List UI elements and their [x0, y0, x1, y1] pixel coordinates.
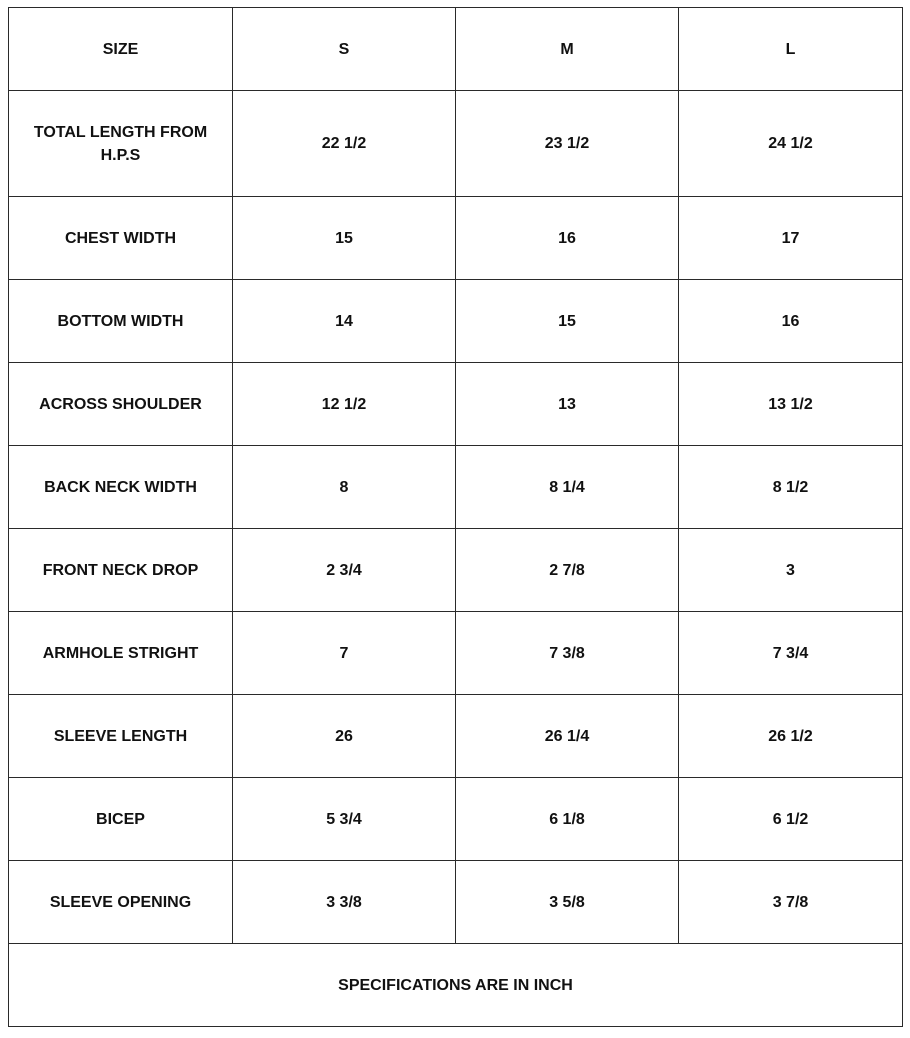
cell-value-m: 7 3/8: [456, 612, 679, 695]
header-size-label: SIZE: [9, 8, 233, 91]
header-row: [9, 8, 903, 91]
size-chart-table: [8, 7, 903, 1027]
cell-value-s: 15: [233, 197, 456, 280]
cell-value-l: 7 3/4: [679, 612, 903, 695]
cell-value-l: 24 1/2: [679, 91, 903, 197]
cell-value-s: 22 1/2: [233, 91, 456, 197]
cell-value-m: 13: [456, 363, 679, 446]
table-row: [9, 529, 903, 612]
row-label: SLEEVE OPENING: [9, 861, 233, 944]
cell-value-s: 8: [233, 446, 456, 529]
header-size-m: M: [456, 8, 679, 91]
cell-value-m: 3 5/8: [456, 861, 679, 944]
table-row: [9, 612, 903, 695]
row-label: SLEEVE LENGTH: [9, 695, 233, 778]
cell-value-l: 6 1/2: [679, 778, 903, 861]
table-row: [9, 363, 903, 446]
row-label: FRONT NECK DROP: [9, 529, 233, 612]
cell-value-m: 23 1/2: [456, 91, 679, 197]
row-label: BOTTOM WIDTH: [9, 280, 233, 363]
header-size-l: L: [679, 8, 903, 91]
specifications-note: SPECIFICATIONS ARE IN INCH: [9, 944, 903, 1027]
header-size-s: S: [233, 8, 456, 91]
row-label: BICEP: [9, 778, 233, 861]
cell-value-m: 2 7/8: [456, 529, 679, 612]
cell-value-m: 26 1/4: [456, 695, 679, 778]
table-row: [9, 197, 903, 280]
cell-value-l: 16: [679, 280, 903, 363]
cell-value-s: 12 1/2: [233, 363, 456, 446]
row-label: CHEST WIDTH: [9, 197, 233, 280]
table-row: [9, 446, 903, 529]
cell-value-s: 2 3/4: [233, 529, 456, 612]
cell-value-m: 6 1/8: [456, 778, 679, 861]
cell-value-s: 3 3/8: [233, 861, 456, 944]
table-row: [9, 91, 903, 197]
cell-value-l: 17: [679, 197, 903, 280]
row-label: BACK NECK WIDTH: [9, 446, 233, 529]
cell-value-s: 14: [233, 280, 456, 363]
table-row: [9, 861, 903, 944]
row-label: TOTAL LENGTH FROM H.P.S: [9, 91, 233, 197]
cell-value-l: 3 7/8: [679, 861, 903, 944]
cell-value-m: 15: [456, 280, 679, 363]
row-label: ARMHOLE STRIGHT: [9, 612, 233, 695]
cell-value-m: 8 1/4: [456, 446, 679, 529]
cell-value-s: 26: [233, 695, 456, 778]
cell-value-l: 26 1/2: [679, 695, 903, 778]
table-row: [9, 778, 903, 861]
cell-value-l: 13 1/2: [679, 363, 903, 446]
table-row: [9, 280, 903, 363]
cell-value-s: 5 3/4: [233, 778, 456, 861]
cell-value-m: 16: [456, 197, 679, 280]
cell-value-l: 8 1/2: [679, 446, 903, 529]
cell-value-l: 3: [679, 529, 903, 612]
row-label: ACROSS SHOULDER: [9, 363, 233, 446]
footer-row: [9, 944, 903, 1027]
cell-value-s: 7: [233, 612, 456, 695]
table-row: [9, 695, 903, 778]
